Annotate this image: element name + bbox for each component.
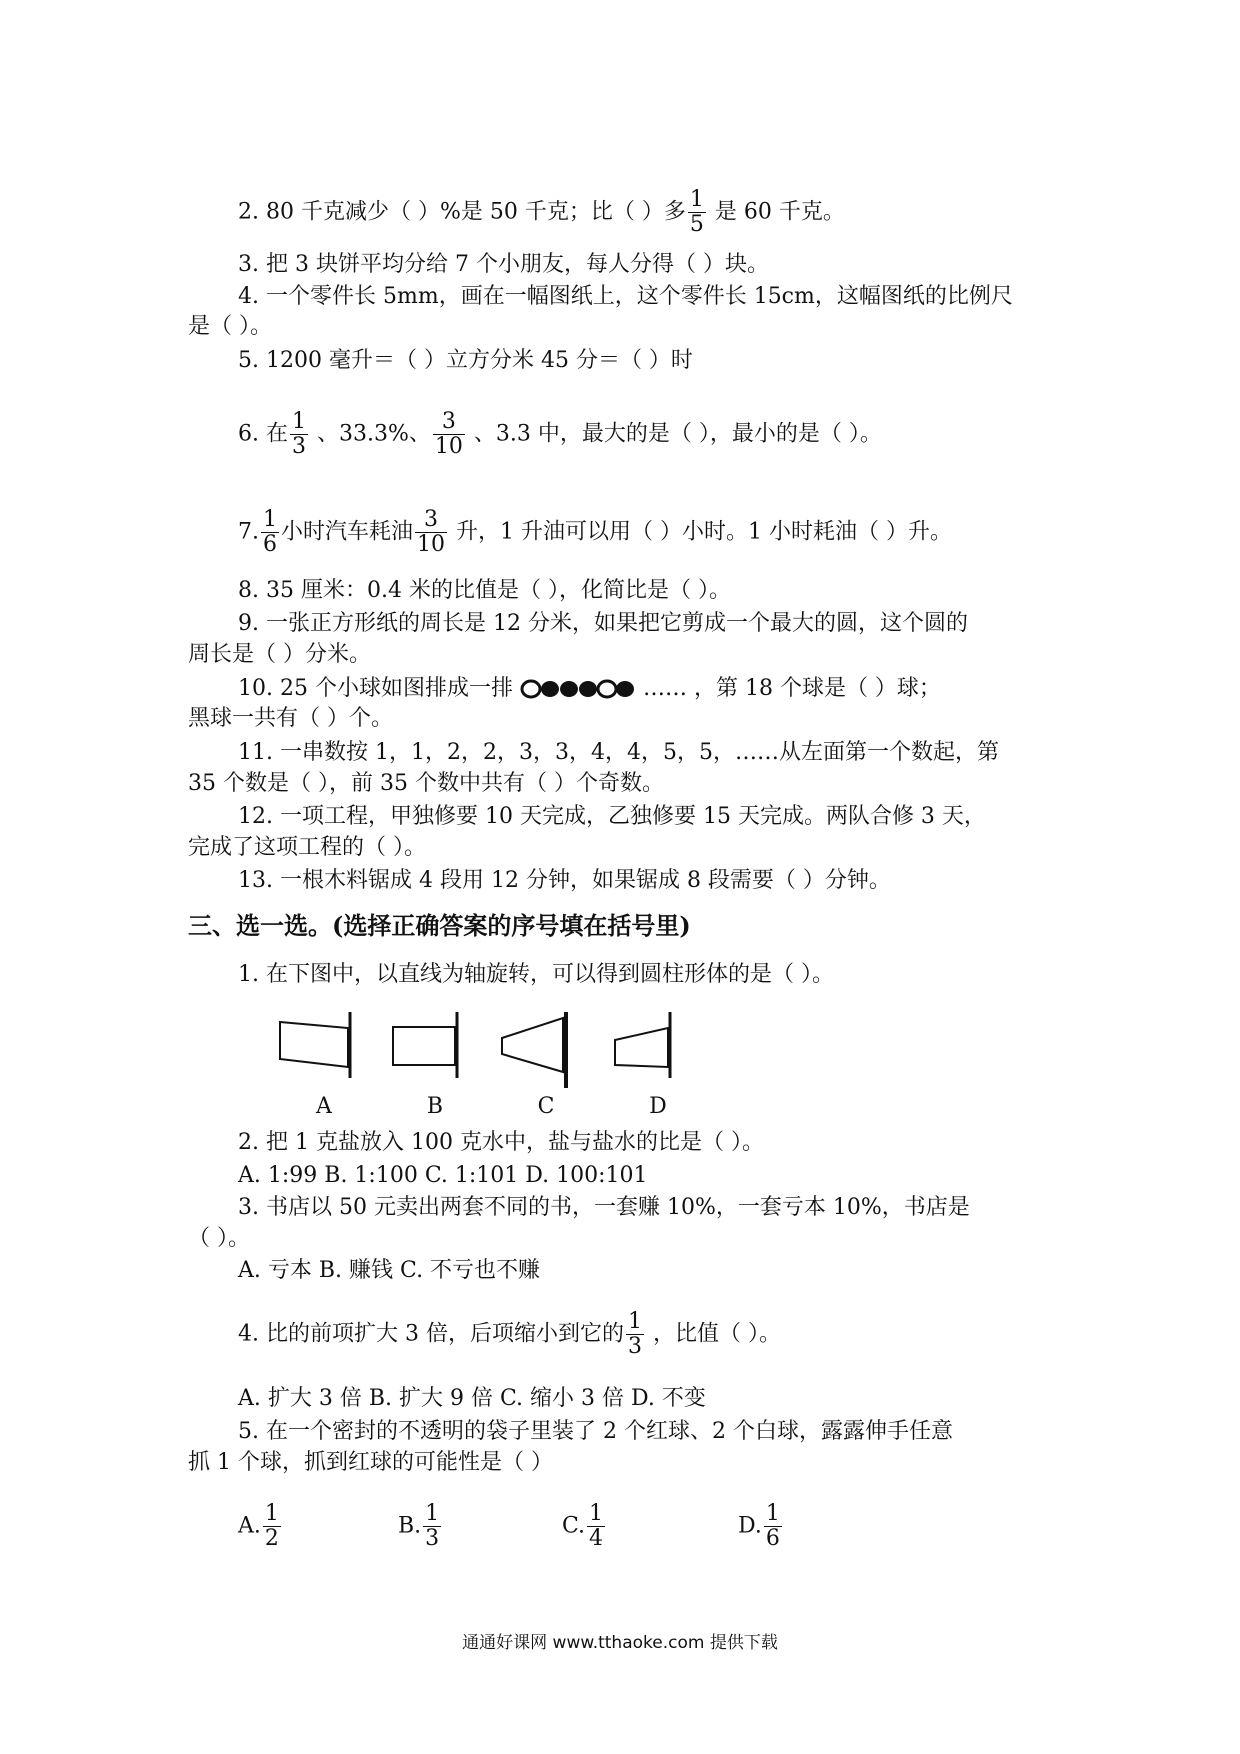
figure-label-b: B	[426, 1094, 444, 1119]
fraction: $\frac{3}{10}$	[417, 507, 446, 557]
question-3: 3. 把 3 块饼平均分给 7 个小朋友，每人分得（ ）块。	[238, 252, 769, 277]
s3-question-4: 4. 比的前项扩大 3 倍，后项缩小到它的 $\frac{1}{3}$ ，比值（ ）。	[238, 1309, 781, 1359]
s3-question-5-line2: 抓 1 个球，抓到红球的可能性是（ ）	[188, 1450, 553, 1475]
question-10-line2: 黑球一共有（ ）个。	[188, 706, 393, 731]
question-13: 13. 一根木料锯成 4 段用 12 分钟，如果锯成 8 段需要（ ）分钟。	[238, 868, 891, 893]
fraction: $\frac{1}{6}$	[765, 1501, 780, 1551]
question-10-line1: 10. 25 个小球如图排成一排 …… ，第 18 个球是（ ）球；	[238, 676, 941, 701]
question-5: 5. 1200 毫升＝（ ）立方分米 45 分＝（ ）时	[238, 348, 693, 373]
fraction: $\frac{1}{3}$	[291, 409, 306, 459]
fraction: $\frac{1}{3}$	[627, 1309, 642, 1359]
s3-question-5-option-c: C. $\frac{1}{4}$	[562, 1501, 604, 1551]
q2-text-a: 2. 80 千克减少（ ）%是 50 千克；比（ ）多	[238, 199, 686, 225]
figure-label-a: A	[316, 1094, 332, 1119]
s3-question-5-option-d: D. $\frac{1}{6}$	[738, 1501, 780, 1551]
fraction: $\frac{1}{4}$	[589, 1501, 604, 1551]
question-6: 6. 在 $\frac{1}{3}$ 、33.3%、 $\frac{3}{10}$ 、3.3 中，最大的是（ ），最小的是（ ）。	[238, 409, 882, 459]
footer-source: 通通好课网 www.tthaoke.com 提供下载	[462, 1633, 778, 1653]
question-12-line1: 12. 一项工程，甲独修要 10 天完成，乙独修要 15 天完成。两队合修 3 天，	[238, 804, 986, 829]
fraction: $\frac{1}{2}$	[264, 1501, 279, 1551]
question-12-line2: 完成了这项工程的（ ）。	[188, 835, 426, 860]
s3-question-1: 1. 在下图中，以直线为轴旋转，可以得到圆柱形体的是（ ）。	[238, 962, 834, 987]
figure-label-d: D	[649, 1094, 667, 1119]
question-4-line2: 是（ ）。	[188, 314, 272, 339]
s3-question-4-options: A. 扩大 3 倍 B. 扩大 9 倍 C. 缩小 3 倍 D. 不变	[238, 1386, 706, 1411]
s3-question-3-line2: （ ）。	[188, 1226, 250, 1251]
fraction: $\frac{1}{3}$	[425, 1501, 440, 1551]
s3-question-3-line1: 3. 书店以 50 元卖出两套不同的书，一套赚 10%，一套亏本 10%，书店是	[238, 1195, 970, 1220]
fraction: $\frac{3}{10}$	[434, 409, 463, 459]
s3-question-2: 2. 把 1 克盐放入 100 克水中，盐与盐水的比是（ ）。	[238, 1130, 764, 1155]
question-11-line2: 35 个数是（ ），前 35 个数中共有（ ）个奇数。	[188, 771, 664, 796]
question-2	[238, 188, 1108, 237]
question-8: 8. 35 厘米：0.4 米的比值是（ ），化简比是（ ）。	[238, 578, 731, 603]
s3-question-5-line1: 5. 在一个密封的不透明的袋子里装了 2 个红球、2 个白球，露露伸手任意	[238, 1419, 953, 1444]
question-9-line1: 9. 一张正方形纸的周长是 12 分米，如果把它剪成一个最大的圆，这个圆的	[238, 611, 968, 636]
q2-text-b: 是 60 千克。	[707, 199, 845, 225]
question-11-line1: 11. 一串数按 1，1，2，2，3，3，4，4，5，5，……从左面第一个数起，第	[238, 740, 999, 765]
fraction: $\frac{1}{5}$	[689, 187, 704, 237]
rotation-shapes-figure	[270, 1010, 690, 1090]
s3-question-5-option-b: B. $\frac{1}{3}$	[398, 1501, 440, 1551]
section-3-title: 三、选一选。(选择正确答案的序号填在括号里)	[188, 911, 691, 940]
question-7: 7. $\frac{1}{6}$ 小时汽车耗油 $\frac{3}{10}$ 升，1 升油可以用（ ）小时。1 小时耗油（ ）升。	[238, 507, 952, 557]
question-4-line1: 4. 一个零件长 5mm，画在一幅图纸上，这个零件长 15cm，这幅图纸的比例尺	[238, 284, 1013, 309]
s3-question-5-option-a: A. $\frac{1}{2}$	[238, 1501, 279, 1551]
ball-row-figure	[520, 678, 636, 700]
question-9-line2: 周长是（ ）分米。	[188, 642, 371, 667]
s3-question-3-options: A. 亏本 B. 赚钱 C. 不亏也不赚	[238, 1258, 541, 1283]
fraction: $\frac{1}{6}$	[263, 507, 277, 557]
s3-question-2-options: A. 1:99 B. 1:100 C. 1:101 D. 100:101	[238, 1163, 648, 1188]
figure-label-c: C	[537, 1094, 555, 1119]
